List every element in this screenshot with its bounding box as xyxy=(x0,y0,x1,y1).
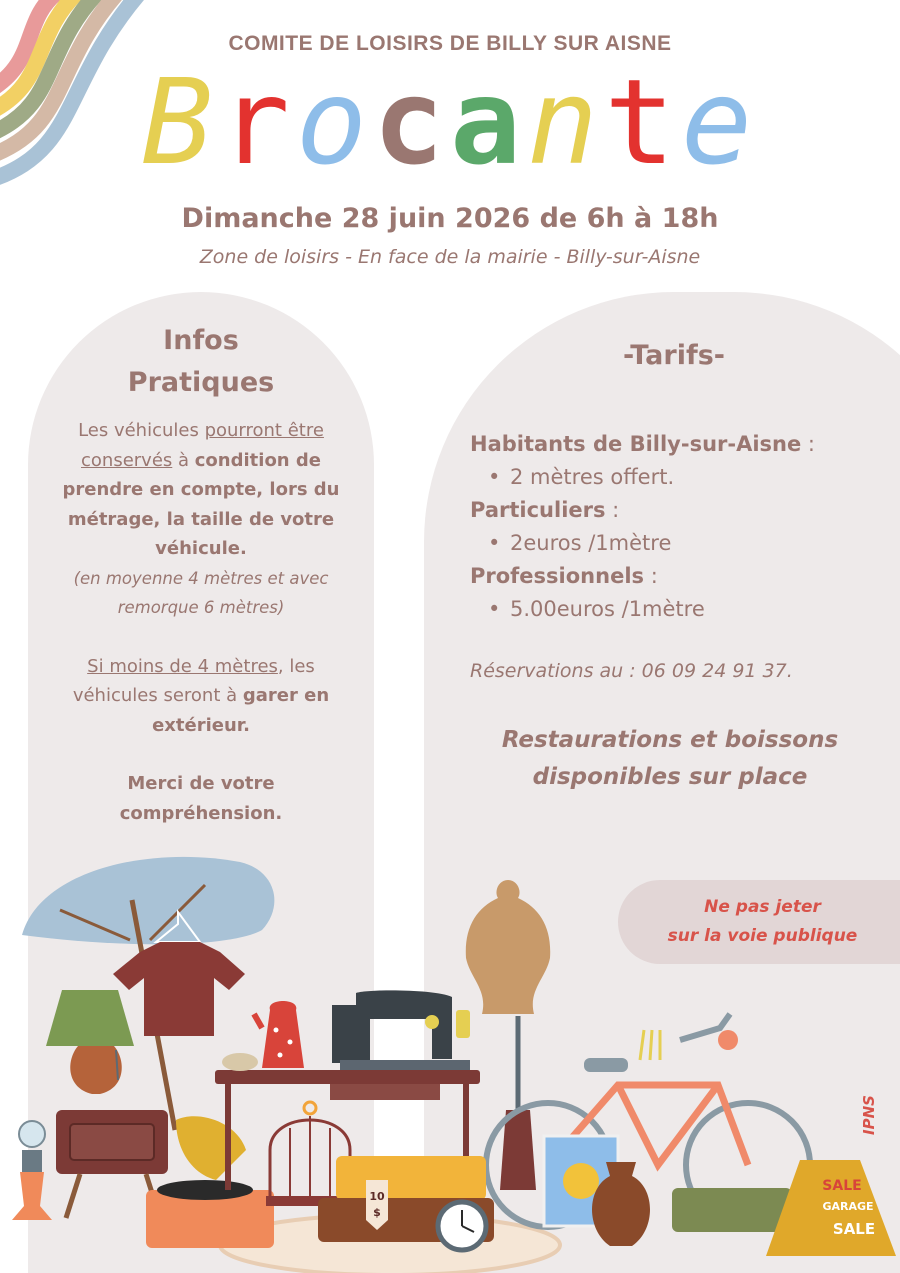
mannequin-icon xyxy=(466,880,550,1190)
tarif-item: • 2 mètres offert. xyxy=(470,461,890,494)
light-bulb-icon xyxy=(12,1121,52,1220)
tarif-item: • 5.00euros /1mètre xyxy=(470,593,890,626)
tarif-category-name: Particuliers xyxy=(470,498,606,522)
infos-title-line2: Pratiques xyxy=(127,367,275,398)
sale-text-bottom: SALE xyxy=(832,1220,876,1238)
title-letter: o xyxy=(295,53,373,191)
event-date: Dimanche 28 juin 2026 de 6h à 18h xyxy=(181,203,719,234)
notice-line1: Ne pas jeter xyxy=(704,897,821,917)
sale-text-middle: GARAGE xyxy=(822,1200,874,1213)
lamp-icon xyxy=(46,990,134,1094)
title-letter: n xyxy=(527,53,605,191)
yarn-icon xyxy=(222,1053,258,1071)
infos-paragraph-parking xyxy=(50,652,352,741)
infos-title xyxy=(28,320,374,404)
title-letter: e xyxy=(681,53,759,191)
infos-italic-note: (en moyenne 4 mètres et avec remorque 6 mètres) xyxy=(73,568,329,617)
title-letter: a xyxy=(450,53,528,191)
infos-underlined-text: Si moins de 4 mètres xyxy=(87,655,278,677)
clock-icon xyxy=(438,1202,486,1250)
tarifs-title: -Tarifs- xyxy=(623,340,725,371)
notice-line2: sur la voie publique xyxy=(667,926,858,946)
tarif-category-suffix: : xyxy=(605,498,620,522)
tarif-category-name: Habitants de Billy-sur-Aisne xyxy=(470,432,802,456)
tarif-category-suffix: : xyxy=(801,432,816,456)
tarif-category-name: Professionnels xyxy=(470,564,645,588)
garage-sale-sign-icon xyxy=(766,1160,896,1256)
title-letter: c xyxy=(372,53,450,191)
sale-text-top: SALE xyxy=(822,1178,862,1194)
price-tag-sign: $ xyxy=(373,1206,381,1219)
infos-bold-text: garer en extérieur. xyxy=(152,685,330,736)
food-drinks-notice xyxy=(440,722,900,796)
title-letter: B xyxy=(141,53,219,191)
brocante-title xyxy=(0,53,900,191)
title-letter: t xyxy=(604,53,682,191)
infos-bold-text: condition de prendre en compte, lors du métrage, la taille de votre véhicule. xyxy=(62,449,340,559)
price-tag-number: 10 xyxy=(369,1190,385,1203)
infos-underlined-text: pourront être conservés xyxy=(81,420,324,471)
infos-text: à xyxy=(172,449,195,471)
food-line1: Restaurations et boissons xyxy=(501,727,839,753)
tarif-category xyxy=(470,428,890,461)
tarif-item: • 2euros /1mètre xyxy=(470,527,890,560)
event-place: Zone de loisirs - En face de la mairie - Billy-sur-Aisne xyxy=(199,246,701,268)
infos-thanks xyxy=(50,769,352,828)
food-line2: disponibles sur place xyxy=(532,764,808,790)
infos-title-line1: Infos xyxy=(163,325,239,356)
tarif-category xyxy=(470,494,890,527)
infos-text: , les véhicules seront à xyxy=(72,655,315,706)
ipns-mark: IPNS xyxy=(860,1095,878,1135)
teapot-icon xyxy=(254,1001,304,1068)
reservation-phone: Réservations au : 06 09 24 91 37. xyxy=(470,660,793,682)
price-tag-icon xyxy=(366,1180,388,1230)
tarif-category-suffix: : xyxy=(644,564,658,588)
flea-market-illustration xyxy=(0,840,900,1273)
tarifs-list xyxy=(470,428,890,626)
infos-paragraph-vehicles xyxy=(50,416,352,564)
tarif-category xyxy=(470,560,890,593)
committee-name: COMITE DE LOISIRS DE BILLY SUR AISNE xyxy=(228,32,672,55)
title-letter: r xyxy=(218,53,296,191)
sewing-machine-icon xyxy=(332,990,470,1070)
thanks-text: Merci de votre compréhension. xyxy=(119,773,283,824)
infos-text: Les véhicules xyxy=(78,420,205,441)
infos-note xyxy=(50,564,352,623)
infos-body xyxy=(50,416,352,828)
